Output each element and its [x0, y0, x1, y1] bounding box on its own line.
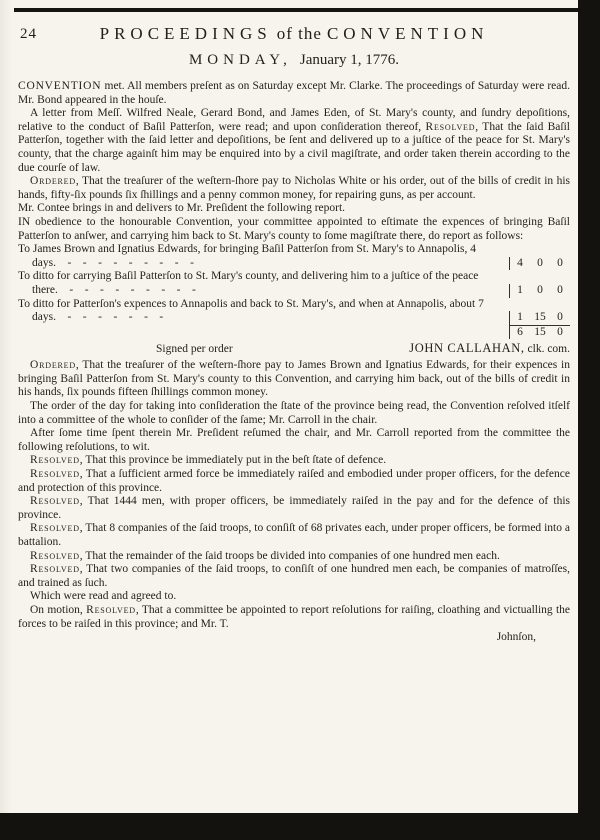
ledger-total-row [18, 325, 570, 340]
paragraph-text: , That the ſaid Baſil Patterſon, together with the ſaid letter and depoſitions, be ſent and delivered up to a juſtice of the peace for St. Mary's county, that the charge againſt him may be enquired into by a civil magiſtrate, and order taken therein according to the due courſe of law. [18, 120, 571, 174]
paragraph [18, 175, 570, 202]
running-header [18, 22, 570, 48]
paragraph-text: , That a ſufficient armed force be immediately raiſed and embodied under proper officers, for the defence and protection of this province. [18, 468, 570, 494]
paragraph-text: IN obedience to the honourable Convention, your committee appointed to eſtimate the expences of bringing Baſil Patterſon to anſwer, and carrying him back to St. Mary's county to ſome magiſtrate there, do report as follows: [18, 215, 570, 242]
amount-pounds: 6 [517, 325, 523, 338]
paragraph-text: After ſome time ſpent therein Mr. Preſident reſumed the chair, and Mr. Carroll reported from the committee the following reſolutions, to wit. [18, 427, 570, 453]
amount-pence: 0 [557, 325, 563, 338]
paragraph [18, 563, 570, 590]
ledger-row-text: To James Brown and Ignatius Edwards, for bringing Baſil Patterſon from St. Mary's to Annapolis, 4 days. - - - - - - - - - [18, 243, 477, 269]
paragraph [18, 107, 570, 175]
paragraph [18, 80, 570, 107]
paragraph-smallcaps: CONVENTION [18, 80, 102, 92]
date-day: MONDAY, [188, 52, 292, 68]
paragraph-text: Which were read and agreed to. [30, 590, 177, 603]
amount-pence: 0 [557, 311, 563, 324]
paragraph-smallcaps: Resolved [30, 454, 80, 467]
paragraph-text: , That 1444 men, with proper officers, be immediately raiſed in the pay and for the defence of this province. [18, 495, 570, 521]
paragraph-smallcaps: Resolved [425, 120, 476, 133]
paragraph-smallcaps: Resolved [30, 468, 80, 481]
signature-line [18, 341, 570, 357]
amount-shillings: 0 [537, 256, 543, 269]
paragraph-text: On motion, [30, 603, 87, 616]
ledger-row-text: To ditto for carrying Baſil Patterſon to St. Mary's county, and delivering him to a juſtice of the peace there. - - - - - - - - - [18, 270, 479, 296]
paragraph-text: met. All members preſent as on Saturday except Mr. Clarke. The proceedings of Saturday were read. Mr. Bond appeared in the houſe. [18, 80, 570, 106]
title-word: PROCEEDINGS [99, 24, 272, 43]
page-content [18, 22, 570, 645]
amount-pence: 0 [557, 283, 563, 296]
ledger-row-amounts [509, 284, 570, 298]
paragraph [18, 202, 570, 216]
paragraph [18, 468, 570, 495]
paragraph-text: , That the treaſurer of the weſtern-ſhore pay to James Brown and Ignatius Edwards, for their expences in bringing Baſil Patterſon from St. Mary's county to this Convention, and carrying him back, out of the bills of credit in his hands, ſix pounds fifteen ſhillings common money. [18, 359, 570, 399]
ledger-row [18, 298, 570, 325]
right-scan-border [578, 0, 600, 840]
amount-pence: 0 [557, 256, 563, 269]
ledger-total-amounts [509, 325, 570, 340]
clerk-title: clk. com. [527, 343, 570, 356]
ledger-row [18, 243, 570, 270]
page-number: 24 [20, 26, 37, 42]
paragraph-text: Mr. Contee brings in and delivers to Mr. Preſident the following report. [18, 202, 346, 215]
paragraph-smallcaps: Resolved [30, 495, 80, 508]
amount-shillings: 15 [534, 311, 546, 324]
paragraph-text: A letter from Meſſ. Wilfred Neale, Gerard Bond, and James Eden, of St. Mary's county, and ſundry depoſitions, relative to the conduct of Baſil Patterſon, were read; and upon conſideration thereof, [18, 107, 570, 133]
paragraph-smallcaps: Resolved [86, 603, 136, 616]
paragraph [18, 550, 570, 564]
amount-shillings: 0 [537, 283, 543, 296]
paragraph-smallcaps: Ordered [30, 359, 76, 372]
bottom-scan-border [0, 813, 600, 840]
catchword: Johnſon, [496, 631, 536, 644]
amount-pounds: 1 [517, 311, 523, 324]
paragraph [18, 495, 570, 522]
paragraph-smallcaps: Resolved [30, 549, 80, 562]
page-title [18, 22, 570, 44]
clerk-name: JOHN CALLAHAN, [409, 341, 525, 356]
paragraph [18, 522, 570, 549]
paragraph-smallcaps: Ordered [30, 175, 76, 188]
ledger-row [18, 270, 570, 297]
paragraph-text: , That this province be immediately put in the beſt ſtate of defence. [79, 454, 387, 467]
amount-shillings: 15 [534, 325, 546, 338]
paragraph-smallcaps: Resolved [30, 563, 80, 576]
date-rest: January 1, 1776. [299, 52, 400, 68]
paragraph [18, 359, 570, 400]
date-line [18, 52, 570, 69]
paragraph-text: , That 8 companies of the ſaid troops, to conſiſt of 68 privates each, under proper officers, be formed into a battalion. [18, 522, 570, 548]
clerk-signature [409, 341, 570, 357]
paragraph-text: , That the treaſurer of the weſtern-ſhore pay to Nicholas White or his order, out of the bills of credit in his hands, fifty-ſix pounds ſix ſhillings and a penny common money, for repairing guns, as per account. [18, 175, 570, 201]
paragraph-text: The order of the day for taking into conſideration the ſtate of the province being read, the Convention reſolved itſelf into a committee of the whole to conſider of the ſame; Mr. Carroll in the chair. [18, 400, 570, 426]
ledger-row-text: To ditto for Patterſon's expences to Annapolis and back to St. Mary's, and when at Annapolis, about 7 days. - - - - - - - [18, 297, 484, 324]
paragraph [18, 400, 570, 427]
paragraph-smallcaps: Resolved [30, 522, 80, 535]
amount-pounds: 4 [517, 256, 523, 269]
paragraph [18, 427, 570, 454]
top-rule [14, 8, 586, 12]
ledger-row-amounts [509, 257, 570, 271]
paragraph-text: , That two companies of the ſaid troops, to conſiſt of one hundred men each, be companies of matroſſes, and trained as ſuch. [18, 563, 570, 589]
expense-ledger [18, 243, 570, 339]
paragraph [18, 454, 570, 468]
amount-pounds: 1 [517, 283, 523, 296]
paragraph-text: , That a committee be appointed to report reſolutions for raiſing, cloathing and victualling the forces to be raiſed in this province; and Mr. T. [18, 603, 570, 630]
paragraph [18, 604, 570, 631]
title-word: of the [276, 24, 322, 43]
signed-per-order: Signed per order [156, 343, 233, 356]
paragraph [18, 590, 570, 604]
paragraph-text: , That the remainder of the ſaid troops be divided into companies of one hundred men each. [79, 549, 500, 562]
ledger-row-amounts [509, 311, 570, 325]
paragraph [18, 216, 570, 243]
title-word: CONVENTION [326, 24, 489, 43]
